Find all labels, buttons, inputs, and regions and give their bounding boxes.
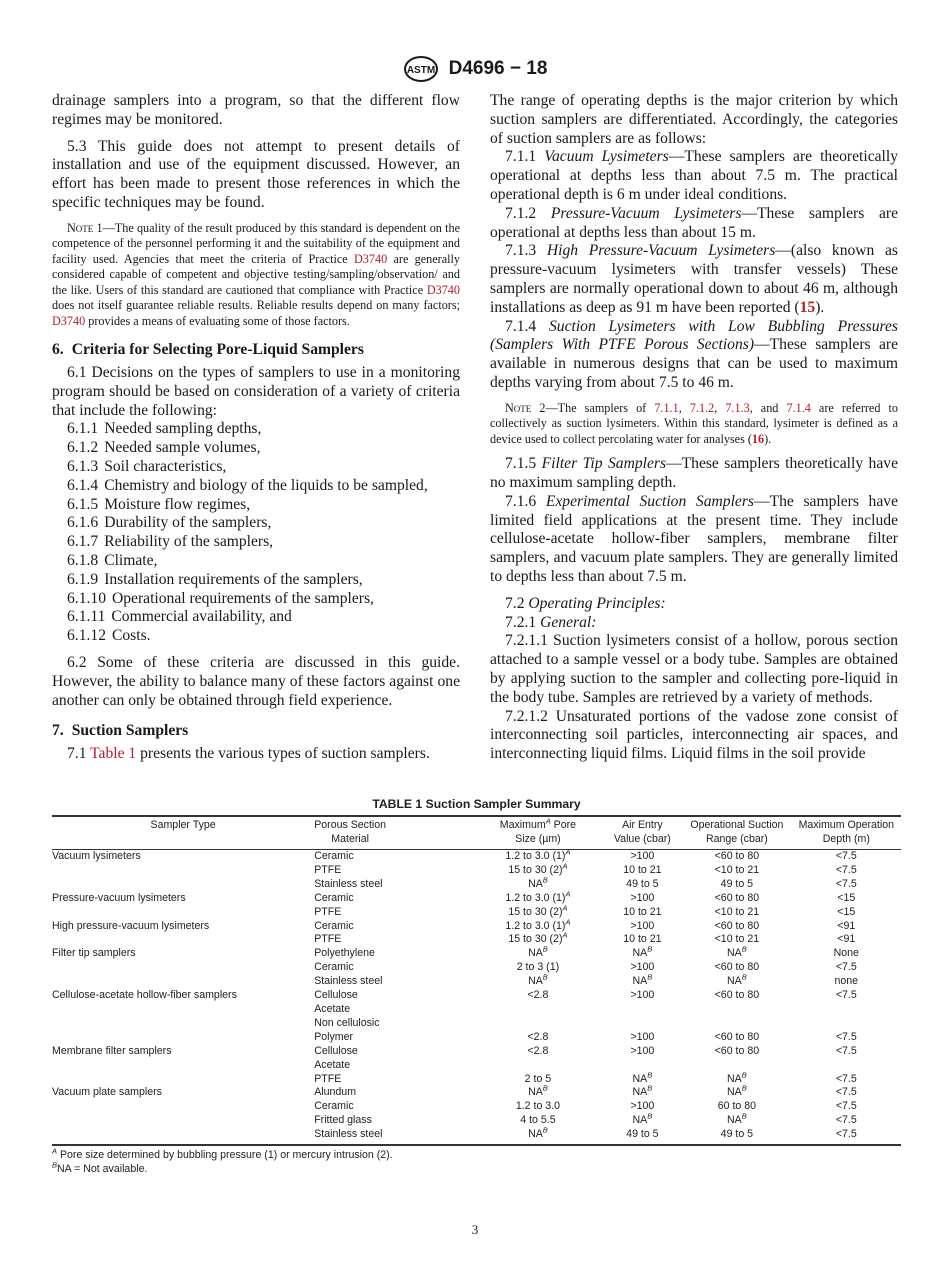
cell-pore: 15 to 30 $(2)^A$ [508, 903, 568, 918]
section-title: Criteria for Selecting Pore-Liquid Samplers [71, 341, 364, 359]
cell-pore: $NA^B$ [528, 972, 548, 988]
paragraph-7-2-1-1: 7.2.1.1 Suction lysimeters consist of a hollow, porous section attached to a sample vessel or a body tube. Samples are obtained by applying suction to the sampler and collecting pore-liquid in the body tube. Samples are retrieved by a variety of methods. [490, 632, 898, 706]
cell-ops [682, 1017, 791, 1031]
cell-ops: <10 to 21 [714, 933, 760, 946]
cell-type [52, 1003, 314, 1017]
astm-logo-icon [403, 55, 439, 83]
cell-depth [792, 1017, 901, 1031]
cell-air: 10 to 21 [623, 933, 662, 946]
cell-depth: <7.5 [835, 1100, 857, 1113]
paragraph-intro-continued: drainage samplers into a program, so that the different flow regimes may be monitored. [52, 92, 460, 128]
cell-air: $NA^B$ [632, 972, 653, 988]
footnote-a: $^A$ Pore size determined by bubbling pressure (1) or mercury intrusion (2). [52, 1146, 393, 1162]
cell-air: 49 to 5 [626, 1128, 659, 1141]
criteria-item: 6.1.10 Operational requirements of the samplers, [67, 589, 374, 607]
table-row [52, 1059, 901, 1073]
footnote-b: $^B$NA = Not available. [52, 1160, 148, 1175]
table-row [52, 1128, 901, 1145]
cell-ops: 49 to 5 [720, 1128, 754, 1141]
cell-ops: 49 to 5 [720, 877, 754, 890]
cell-pore [473, 1017, 602, 1031]
table-row [52, 1031, 901, 1045]
cell-type: Filter tip samplers [52, 947, 136, 960]
link-d3740[interactable]: D3740 [52, 313, 86, 328]
cell-material: Cellulose [314, 1044, 358, 1057]
section-6-heading [52, 341, 460, 360]
cell-pore: $NA^B$ [528, 875, 548, 890]
cell-pore: 1.2 to 3.0 [515, 1100, 561, 1113]
cell-type: Vacuum lysimeters [52, 850, 141, 862]
criteria-list [52, 420, 460, 646]
table-row [52, 1003, 901, 1017]
reference-16-link[interactable]: 16 [751, 431, 765, 446]
table-row [52, 906, 901, 920]
table-row [52, 989, 901, 1003]
cell-depth: <7.5 [835, 877, 857, 890]
table-row [52, 920, 901, 934]
cell-depth: <7.5 [835, 850, 857, 862]
cell-depth: <15 [837, 905, 856, 918]
cell-type [52, 1128, 314, 1145]
criteria-item: 6.1.2 Needed sample volumes, [67, 439, 261, 457]
criteria-item: 6.1.11 Commercial availability, and [67, 608, 292, 626]
cell-type [52, 906, 314, 920]
table-row [52, 892, 901, 906]
table-row [52, 864, 901, 878]
cell-air: 49 to 5 [626, 877, 659, 890]
cell-pore: $NA^B$ [528, 1125, 548, 1141]
cell-depth: <7.5 [835, 1030, 857, 1043]
section-title: Suction Samplers [71, 722, 189, 740]
cell-pore [473, 1059, 602, 1073]
paragraph-6-1: 6.1 Decisions on the types of samplers to use in a monitoring program should be based on consideration of a variety of criteria that include the following: [52, 364, 460, 419]
cell-pore: 1.2 to 3.0 $(1)^A$ [505, 847, 571, 862]
criteria-item: 6.1.12 Costs. [67, 627, 151, 645]
paragraph-6-2: 6.2 Some of these criteria are discussed in this guide. However, the ability to balance many of these factors against one another can only be obtained through field experience. [52, 654, 460, 709]
note-text: does not itself guarantee reliable results. Reliable results depend on many factors; [52, 298, 460, 313]
cell-material: Ceramic [314, 850, 354, 862]
criteria-item: 6.1.1 Needed sampling depths, [67, 420, 262, 438]
cell-ops [682, 1003, 791, 1017]
cell-air: $NA^B$ [632, 1111, 653, 1127]
link-7-1-2[interactable]: 7.1.2 [689, 400, 715, 415]
cell-depth: <91 [837, 933, 856, 946]
cell-pore: 2 to 3 (1) [516, 961, 560, 974]
cell-ops: $NA^B$ [727, 1069, 747, 1085]
cell-pore: 15 to 30 $(2)^A$ [508, 861, 568, 876]
cell-air: $NA^B$ [632, 944, 653, 960]
cell-pore: 4 to 5.5 [520, 1114, 556, 1127]
column-header-depth: Maximum Operation Depth (m) [798, 819, 894, 845]
cell-material: Stainless steel [314, 1128, 383, 1141]
cell-ops: <10 to 21 [714, 905, 760, 918]
cell-type [52, 1017, 314, 1031]
cell-pore: 2 to 5 [524, 1072, 552, 1085]
paragraph-7-1-continued: The range of operating depths is the major criterion by which suction samplers are differentiated. Accordingly, the categories of suction samplers are as follows: [490, 92, 898, 147]
criteria-item: 6.1.9 Installation requirements of the samplers, [67, 570, 363, 588]
paragraph-7-1-4: 7.1.4 Suction Lysimeters with Low Bubbling Pressures (Samplers With PTFE Porous Sections)—These samplers are available in numerous designs that can be used to maximum depths varying from about 7.5 to 46 m. [490, 317, 898, 391]
cell-air: >100 [630, 989, 655, 1002]
cell-type: Membrane filter samplers [52, 1044, 172, 1057]
cell-ops: $NA^B$ [727, 972, 747, 988]
cell-air: >100 [630, 1100, 655, 1113]
section-7-heading [52, 722, 460, 741]
table-row [52, 1073, 901, 1087]
cell-air: $NA^B$ [632, 1083, 653, 1099]
reference-15-link[interactable]: 15 [799, 298, 816, 316]
table-row [52, 1100, 901, 1114]
cell-air: >100 [630, 919, 655, 932]
table-title: TABLE 1 Suction Sampler Summary [372, 797, 581, 811]
cell-material: Ceramic [314, 919, 354, 932]
cell-ops: $NA^B$ [727, 944, 747, 960]
cell-type [52, 864, 314, 878]
suction-sampler-table [52, 815, 901, 1146]
criteria-item: 6.1.8 Climate, [67, 552, 158, 570]
cell-material: PTFE [314, 1072, 342, 1085]
cell-type: High pressure-vacuum lysimeters [52, 919, 210, 932]
table-row [52, 850, 901, 864]
table-row [52, 1114, 901, 1128]
cell-ops: <60 to 80 [714, 850, 760, 862]
cell-air: >100 [630, 1030, 655, 1043]
cell-depth [792, 1003, 901, 1017]
paragraph-7-1-5: 7.1.5 Filter Tip Samplers—These samplers theoretically have no maximum sampling depth. [490, 455, 898, 492]
cell-pore [473, 1003, 602, 1017]
svg-text:ASTM: ASTM [406, 65, 435, 76]
cell-type: Cellulose-acetate hollow-fiber samplers [52, 989, 237, 1002]
page-number: 3 [471, 1222, 479, 1237]
paragraph-7-1-1: 7.1.1 Vacuum Lysimeters—These samplers are theoretically operational at depths less than about 7.5 m. The practical operational depth is 6 m under ideal conditions. [490, 148, 899, 203]
cell-material: PTFE [314, 933, 342, 946]
cell-type [52, 1100, 314, 1114]
note-text: provides a means of evaluating some of those factors. [85, 313, 350, 328]
cell-type [52, 878, 314, 892]
cell-depth: <7.5 [835, 961, 857, 974]
cell-ops: <60 to 80 [714, 919, 760, 932]
cell-material: Polyethylene [314, 947, 375, 960]
link-d3740[interactable]: D3740 [354, 251, 388, 266]
cell-material: Ceramic [314, 891, 354, 904]
cell-depth: <7.5 [835, 863, 857, 876]
cell-pore: <2.8 [527, 989, 549, 1002]
table-row [52, 1017, 901, 1031]
cell-ops: <60 to 80 [714, 1030, 760, 1043]
link-7-1-3[interactable]: 7.1.3 [725, 400, 750, 415]
cell-depth [792, 1059, 901, 1073]
cell-ops: $NA^B$ [727, 1111, 747, 1127]
criteria-item: 6.1.5 Moisture flow regimes, [67, 495, 251, 513]
cell-depth: <7.5 [835, 989, 857, 1002]
cell-air [603, 1017, 683, 1031]
cell-air [603, 1003, 683, 1017]
cell-type [52, 961, 314, 975]
left-column [52, 92, 460, 764]
note-2: Note 2—The samplers of 7.1.1, 7.1.2, 7.1.3, and 7.1.4 are referred to collectively as suction lysimeters. Within this standard, lysimeter is defined as a device used to collect percolating water for analyses (16). [490, 400, 898, 446]
paragraph-7-2-1-2: 7.2.1.2 Unsaturated portions of the vadose zone consist of interconnecting soil particles, interconnecting air spaces, and interconnecting liquid films. Liquid films in the soil provide [490, 707, 898, 763]
cell-air: 10 to 21 [623, 863, 662, 876]
cell-material: Ceramic [314, 1100, 354, 1113]
paragraph-7-1-3: 7.1.3 High Pressure-Vacuum Lysimeters—(also known as pressure-vacuum lysimeters with transfer vessels) These samplers are normally operational down to about 46 m, although installations as deep as 91 m have been reported (15). [490, 242, 898, 316]
cell-pore: 15 to 30 $(2)^A$ [508, 930, 568, 946]
cell-type: Vacuum plate samplers [52, 1086, 162, 1099]
paragraph-7-1-2: 7.1.2 Pressure-Vacuum Lysimeters—These samplers are operational at depths less than about 15 m. [490, 204, 898, 241]
cell-type [52, 1031, 314, 1045]
cell-pore: $NA^B$ [528, 944, 548, 960]
cell-type [52, 1073, 314, 1087]
cell-pore: <2.8 [527, 1030, 549, 1043]
cell-depth: <91 [837, 919, 856, 932]
criteria-item: 6.1.4 Chemistry and biology of the liquids to be sampled, [67, 476, 428, 494]
criteria-item: 6.1.6 Durability of the samplers, [67, 514, 272, 532]
section-number: 7. [52, 722, 64, 740]
note-1 [52, 221, 460, 330]
cell-air: >100 [630, 961, 655, 974]
cell-depth: <7.5 [835, 1114, 857, 1127]
cell-depth: none [834, 975, 859, 988]
note-label: Note [67, 220, 94, 235]
table-row [52, 878, 901, 892]
cell-ops: 60 to 80 [717, 1100, 757, 1113]
column-header-suction-range: Operational Suction Range (cbar) [690, 819, 784, 845]
cell-material: Polymer [314, 1030, 354, 1043]
cell-air: 10 to 21 [623, 905, 662, 918]
criteria-item: 6.1.7 Reliability of the samplers, [67, 533, 274, 551]
cell-pore: <2.8 [527, 1044, 549, 1057]
cell-material: Alundum [314, 1086, 357, 1099]
cell-ops: <60 to 80 [714, 961, 760, 974]
note-label: Note [505, 400, 532, 415]
cell-depth: <15 [837, 891, 856, 904]
cell-air: >100 [630, 1044, 655, 1057]
cell-material: Acetate [314, 1002, 351, 1015]
cell-type [52, 933, 314, 947]
cell-material: Ceramic [314, 961, 354, 974]
right-column [490, 92, 898, 764]
table-body [52, 847, 901, 1146]
cell-ops: $NA^B$ [727, 1083, 747, 1099]
cell-pore: $NA^B$ [528, 1083, 548, 1099]
cell-material: Acetate [314, 1058, 351, 1071]
link-d3740[interactable]: D3740 [426, 282, 460, 297]
cell-type [52, 1114, 314, 1128]
cell-depth: <7.5 [835, 1072, 857, 1085]
table-row [52, 1045, 901, 1059]
cell-pore: 1.2 to 3.0 $(1)^A$ [505, 917, 571, 932]
criteria-item: 6.1.3 Soil characteristics, [67, 458, 227, 476]
cell-air: >100 [630, 891, 655, 904]
cell-depth: <7.5 [835, 1086, 857, 1099]
link-table-1[interactable]: Table 1 [90, 745, 137, 763]
cell-air [603, 1059, 683, 1073]
paragraph-7-1: 7.1 Table 1 presents the various types of suction samplers. [67, 745, 430, 763]
cell-type: Pressure-vacuum lysimeters [52, 891, 186, 904]
cell-depth: None [833, 947, 859, 960]
note-number: 1 [96, 220, 103, 235]
cell-ops: <10 to 21 [714, 863, 760, 876]
paragraph-7-2-1: 7.2.1 General: [505, 613, 597, 631]
paragraph-5-3: 5.3 This guide does not attempt to present details of installation and use of the equipment discussed. However, an effort has been made to present those references in which the specific techniques may be found. [52, 137, 460, 211]
table-1 [52, 797, 901, 1176]
column-header-material: Porous Section Material [314, 819, 387, 845]
cell-material: Non cellulosic [314, 1016, 380, 1029]
cell-material: PTFE [314, 905, 342, 918]
cell-ops: <60 to 80 [714, 989, 760, 1002]
note-text: —The quality of the result produced by this standard is dependent on the competence of the personnel performing it and the suitability of the equipment and facility used. Agencies that meet the criteria of Practice [52, 220, 460, 266]
document-id: D4696 − 18 [448, 58, 548, 79]
cell-material: Stainless steel [314, 975, 383, 988]
column-header-pore-size: Maximum$^A$ Pore Size (µm) [499, 816, 577, 845]
cell-material: Fritted glass [314, 1114, 372, 1127]
cell-ops [682, 1059, 791, 1073]
note-text: are generally considered capable of competent and objective testing/sampling/observation/ and the like. Users of this standard are cautioned that compliance with Practice [52, 251, 460, 297]
table-row [52, 1086, 901, 1100]
link-7-1-4[interactable]: 7.1.4 [786, 400, 811, 415]
cell-air: $NA^B$ [632, 1069, 653, 1085]
page-header [0, 55, 950, 83]
table-header-row [52, 816, 901, 850]
paragraph-7-1-6: 7.1.6 Experimental Suction Samplers—The samplers have limited field applications at the present time. They include cellulose-acetate hollow-fiber samplers, membrane filter samplers, and vacuum plate samplers. They are generally limited to depths less than about 7.5 m. [490, 492, 898, 586]
cell-ops: <60 to 80 [714, 891, 760, 904]
column-header-sampler-type: Sampler Type [150, 819, 216, 831]
cell-type [52, 975, 314, 989]
cell-material: Cellulose [314, 989, 358, 1002]
column-header-air-entry: Air Entry Value (cbar) [613, 819, 671, 845]
cell-type [52, 1059, 314, 1073]
cell-material: Stainless steel [314, 877, 383, 890]
paragraph-7-2: 7.2 Operating Principles: [505, 594, 666, 612]
table-row [52, 975, 901, 989]
cell-material: PTFE [314, 863, 342, 876]
section-number: 6. [52, 341, 64, 359]
cell-ops: <60 to 80 [714, 1044, 760, 1057]
cell-depth: <7.5 [835, 1044, 857, 1057]
table-row [52, 933, 901, 947]
cell-air: >100 [630, 850, 655, 862]
table-row [52, 947, 901, 961]
link-7-1-1[interactable]: 7.1.1 [654, 400, 679, 415]
cell-depth: <7.5 [835, 1128, 857, 1141]
cell-pore: 1.2 to 3.0 $(1)^A$ [505, 889, 571, 904]
table-row [52, 961, 901, 975]
